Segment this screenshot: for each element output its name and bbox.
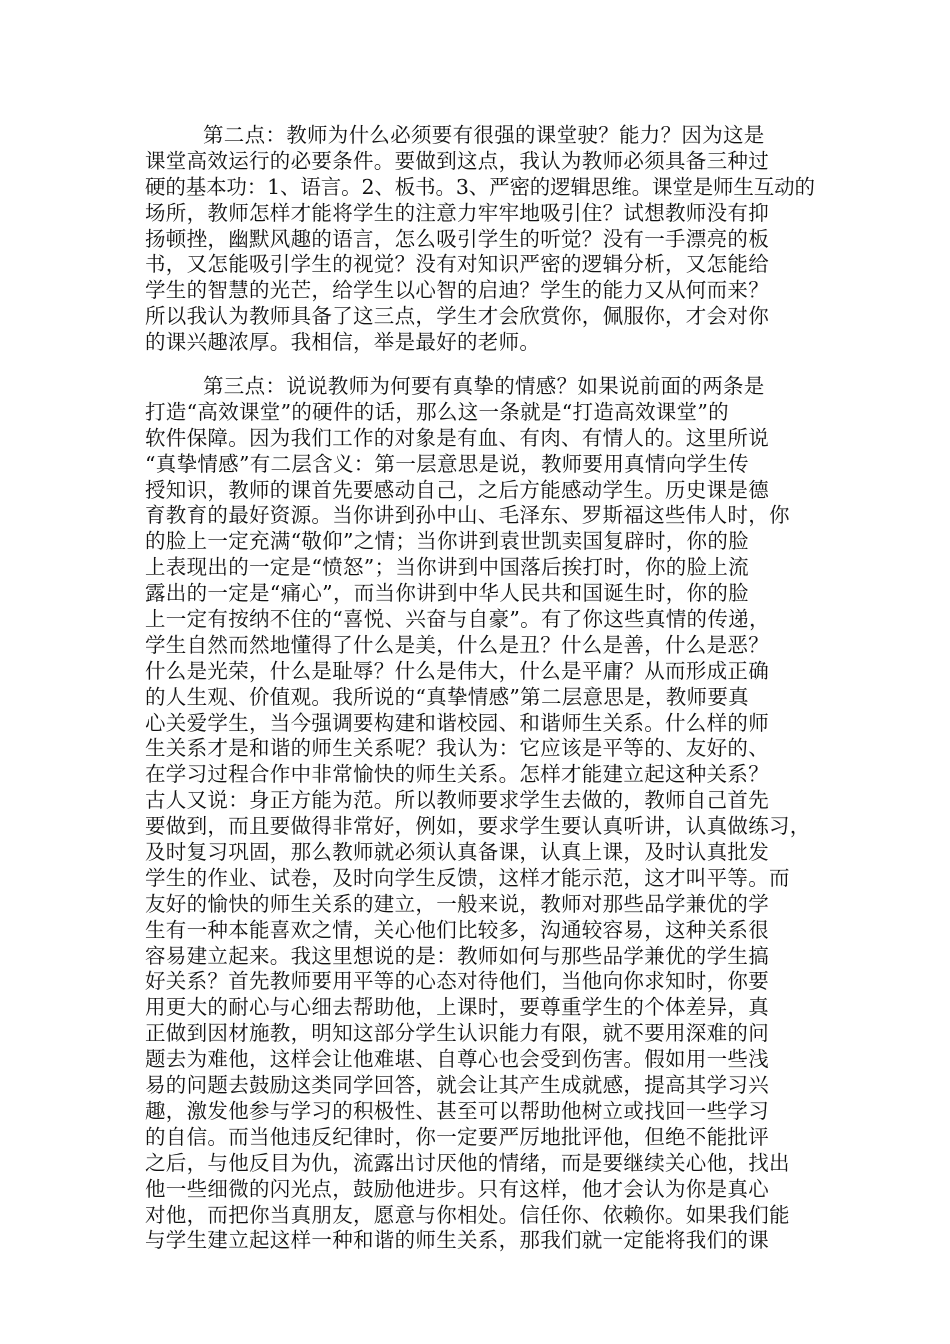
paragraph-line: 授知识，教师的课首先要感动自己，之后方能感动学生。历史课是德 — [145, 477, 769, 502]
paragraph-line: 硬的基本功：1、语言。2、板书。3、严密的逻辑思维。课堂是师生互动的 — [145, 174, 815, 199]
paragraph-line: 要做到，而且要做得非常好，例如，要求学生要认真听讲，认真做练习， — [145, 814, 811, 839]
paragraph-point-two — [145, 123, 815, 356]
paragraph-line: 及时复习巩固，那么教师就必须认真备课，认真上课，及时认真批发 — [145, 840, 769, 865]
paragraph-line: 生关系才是和谐的师生关系呢？我认为：它应该是平等的、友好的、 — [145, 736, 769, 761]
paragraph-first-line: 第三点：说说教师为何要有真挚的情感？如果说前面的两条是 — [203, 374, 765, 398]
paragraph-line: 的自信。而当他违反纪律时，你一定要严厉地批评他，但绝不能批评 — [145, 1124, 769, 1149]
paragraph-line: 用更大的耐心与心细去帮助他，上课时，要尊重学生的个体差异，真 — [145, 995, 769, 1020]
paragraph-line: 书，又怎能吸引学生的视觉？没有对知识严密的逻辑分析，又怎能给 — [145, 252, 769, 277]
paragraph-point-three — [145, 374, 815, 1254]
paragraph-line: “真挚情感”有二层含义：第一层意思是说，教师要用真情向学生传 — [145, 451, 749, 476]
paragraph-line: 在学习过程合作中非常愉快的师生关系。怎样才能建立起这种关系？ — [145, 762, 769, 787]
paragraph-line: 育教育的最好资源。当你讲到孙中山、毛泽东、罗斯福这些伟人时，你 — [145, 503, 790, 528]
paragraph-line: 上表现出的一定是“愤怒”；当你讲到中国落后挨打时，你的脸上流 — [145, 555, 749, 580]
paragraph-line: 扬顿挫，幽默风趣的语言，怎么吸引学生的听觉？没有一手漂亮的板 — [145, 226, 769, 251]
paragraph-line: 生有一种本能喜欢之情，关心他们比较多，沟通较容易，这种关系很 — [145, 917, 769, 942]
paragraph-line: 题去为难他，这样会让他难堪、自尊心也会受到伤害。假如用一些浅 — [145, 1047, 769, 1072]
paragraph-line: 软件保障。因为我们工作的对象是有血、有肉、有情人的。这里所说 — [145, 425, 769, 450]
paragraph-line: 心关爱学生，当今强调要构建和谐校园、和谐师生关系。什么样的师 — [145, 710, 769, 735]
paragraph-line: 所以我认为教师具备了这三点，学生才会欣赏你，佩服你，才会对你 — [145, 304, 769, 329]
paragraph-line: 容易建立起来。我这里想说的是：教师如何与那些品学兼优的学生搞 — [145, 943, 769, 968]
paragraph-line: 学生自然而然地懂得了什么是美，什么是丑？什么是善，什么是恶？ — [145, 632, 769, 657]
paragraph-line: 易的问题去鼓励这类同学回答，就会让其产生成就感，提高其学习兴 — [145, 1073, 769, 1098]
paragraph-line: 露出的一定是“痛心”，而当你讲到中华人民共和国诞生时，你的脸 — [145, 581, 749, 606]
paragraph-line: 学生的智慧的光芒，给学生以心智的启迪？学生的能力又从何而来？ — [145, 278, 769, 303]
paragraph-line: 的课兴趣浓厚。我相信，举是最好的老师。 — [145, 330, 541, 355]
paragraph-line: 他一些细微的闪光点，鼓励他进步。只有这样，他才会认为你是真心 — [145, 1176, 769, 1201]
paragraph-line: 上一定有按纳不住的“喜悦、兴奋与自豪”。有了你这些真情的传递， — [145, 607, 770, 632]
paragraph-line: 的人生观、价值观。我所说的“真挚情感”第二层意思是，教师要真 — [145, 684, 749, 709]
paragraph-line: 趣，激发他参与学习的积极性、甚至可以帮助他树立或找回一些学习 — [145, 1098, 769, 1123]
paragraph-line: 什么是光荣，什么是耻辱？什么是伟大，什么是平庸？从而形成正确 — [145, 658, 769, 683]
paragraph-line: 课堂高效运行的必要条件。要做到这点，我认为教师必须具备三种过 — [145, 148, 769, 173]
paragraph-line: 打造“高效课堂”的硬件的话，那么这一条就是“打造高效课堂”的 — [145, 399, 729, 424]
paragraph-line: 好关系？首先教师要用平等的心态对待他们，当他向你求知时，你要 — [145, 969, 769, 994]
paragraph-line: 的脸上一定充满“敬仰”之情；当你讲到袁世凯卖国复辟时，你的脸 — [145, 529, 749, 554]
paragraph-line: 学生的作业、试卷，及时向学生反馈，这样才能示范，这才叫平等。而 — [145, 865, 790, 890]
paragraph-line: 之后，与他反目为仇，流露出讨厌他的情绪，而是要继续关心他，找出 — [145, 1150, 790, 1175]
paragraph-line: 与学生建立起这样一种和谐的师生关系，那我们就一定能将我们的课 — [145, 1228, 769, 1253]
paragraph-line: 古人又说：身正方能为范。所以教师要求学生去做的，教师自己首先 — [145, 788, 769, 813]
paragraph-first-line: 第二点：教师为什么必须要有很强的课堂驶？能力？因为这是 — [203, 123, 765, 147]
paragraph-line: 友好的愉快的师生关系的建立，一般来说，教师对那些品学兼优的学 — [145, 891, 769, 916]
paragraph-line: 正做到因材施教，明知这部分学生认识能力有限，就不要用深难的问 — [145, 1021, 769, 1046]
paragraph-line: 对他，而把你当真朋友，愿意与你相处。信任你、依赖你。如果我们能 — [145, 1202, 790, 1227]
paragraph-line: 场所，教师怎样才能将学生的注意力牢牢地吸引住？试想教师没有抑 — [145, 200, 769, 225]
